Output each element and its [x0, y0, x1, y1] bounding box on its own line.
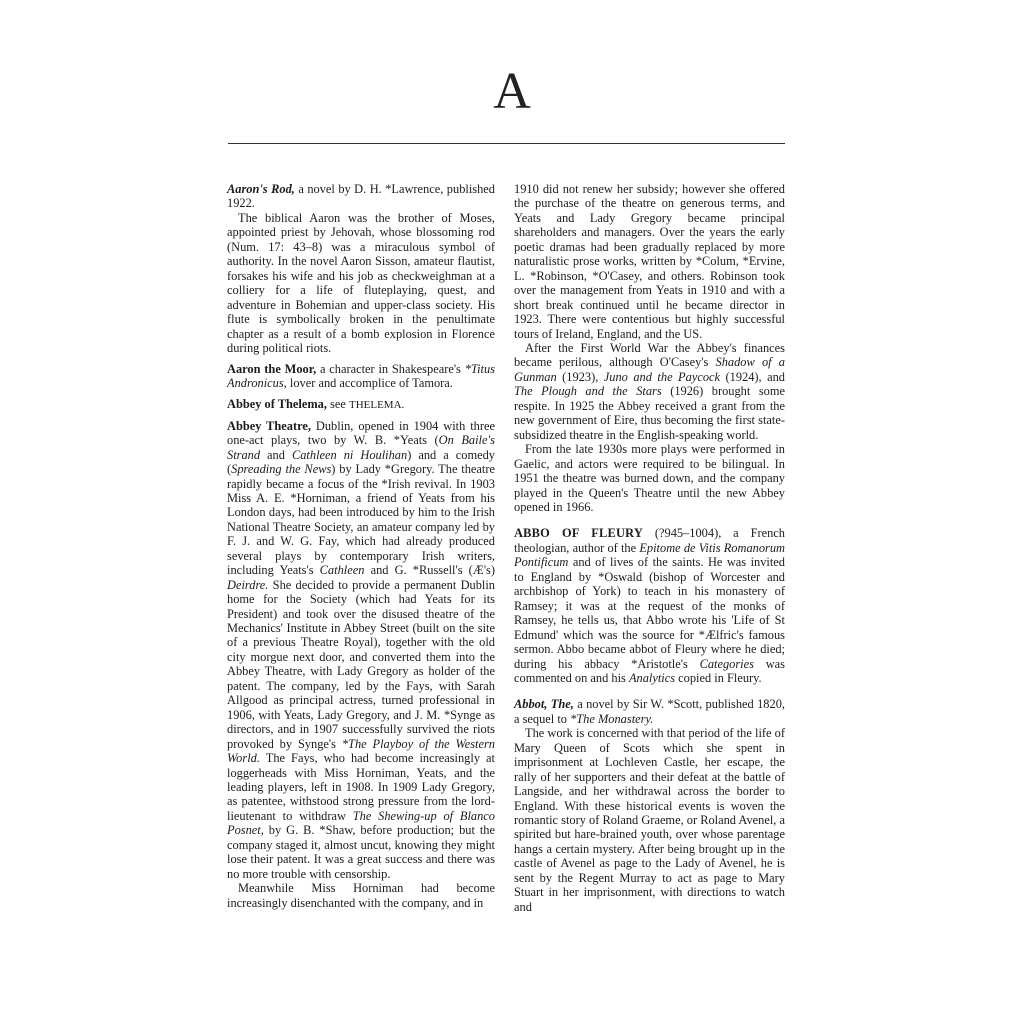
- entry-abbot-the: [514, 697, 785, 914]
- cross-reference: THELEMA.: [348, 398, 405, 411]
- entry-text: 1910 did not renew her subsidy; however she offered the purchase of the theatre on generous terms, and Yeats and Lady Gregory became principal shareholders and managers. Over the years the early poetic dramas had been gradually replaced by more naturalistic prose works, written by *Colum, *Ervine, L. *Robinson, *O'Casey, and others. Robinson took over the management from Yeats in 1910 and with a short break continued until he became director in 1923. There were contentious but highly successful tours of Ireland, England, and the US.: [514, 182, 785, 341]
- entry-text: and: [260, 447, 292, 462]
- entry-abbey-theatre-continued: [514, 182, 785, 514]
- headword: Abbot, The,: [514, 697, 574, 712]
- headword: Aaron's Rod,: [227, 182, 295, 196]
- section-letter: A: [493, 63, 531, 120]
- entry-text: ) and a comedy (: [227, 447, 495, 477]
- entry-text: The Fays, who had become increasingly at loggerheads with Miss Horniman, Yeats, and the leading players, left in 1908. In 1909 Lady Gregory, as patentee, withstood strong pressure from the lord-lieutenant to withdraw: [227, 751, 495, 823]
- entry-text: Meanwhile Miss Horniman had become increasingly disenchanted with the company, and in: [227, 881, 495, 910]
- entry-aarons-rod: [227, 182, 495, 355]
- entry-abbo-of-fleury: [514, 526, 785, 685]
- entry-text: by G. B. *Shaw, before production; but the company staged it, almost uncut, knowing they might lose their patent. It was a great success and there was no more trouble with censorship.: [227, 823, 495, 881]
- entry-text: Dublin, opened in 1904 with three one-act plays, two by W. B. *Yeats (: [227, 418, 495, 448]
- work-title: *The Playboy of the Western World.: [227, 736, 495, 766]
- entry-text: copied in Fleury.: [675, 670, 762, 685]
- work-title: The Shewing-up of Blanco Posnet,: [227, 808, 495, 838]
- entry-text: (1923),: [556, 369, 604, 384]
- work-title: Spreading the News: [231, 462, 332, 477]
- entry-text: (1926) brought some respite. In 1925 the Abbey received a grant from the new government of Eire, thus becoming the first state-subsidized theatre in the English-speaking world.: [514, 384, 785, 442]
- entry-text: see: [330, 396, 346, 411]
- work-title: Deirdre.: [227, 577, 269, 592]
- left-column: [227, 182, 495, 916]
- work-title: Epitome de Vitis Romanorum Pontificum: [514, 540, 786, 570]
- headword: Abbey Theatre,: [227, 418, 311, 433]
- entry-text: From the late 1930s more plays were performed in Gaelic, and actors were required to be bilingual. In 1951 the theatre was burned down, and the company played in the Queen's Theatre until the new Abbey opened in 1966.: [514, 442, 785, 514]
- work-title: Categories: [699, 656, 754, 671]
- header-rule: [228, 143, 785, 144]
- entry-aaron-the-moor: [227, 362, 495, 391]
- entry-text: (1924), and: [720, 369, 786, 384]
- headword: ABBO OF FLEURY: [514, 526, 643, 541]
- entry-text: a character in Shakespeare's: [319, 361, 461, 376]
- right-column: [514, 182, 785, 921]
- entry-text: lover and accomplice of Tamora.: [289, 376, 453, 391]
- work-title: Juno and the Paycock: [603, 369, 721, 384]
- entry-text: a novel by Sir W. *Scott, published 1820, a sequel to: [514, 697, 785, 726]
- entry-text: (?945–1004), a French theologian, author of the: [514, 526, 785, 555]
- work-title: The Plough and the Stars: [514, 384, 662, 399]
- work-title: On Baile's Strand: [227, 433, 495, 462]
- work-title: *The Monastery.: [570, 711, 654, 726]
- work-title: Shadow of a Gunman: [514, 355, 785, 384]
- work-title: Cathleen ni Houlihan: [291, 447, 408, 462]
- entry-abbey-theatre: [227, 419, 495, 910]
- headword: Aaron the Moor,: [227, 361, 317, 376]
- work-title: *Titus Andronicus,: [227, 361, 496, 391]
- entry-text: The biblical Aaron was the brother of Moses, appointed priest by Jehovah, whose blossoming rod (Num. 17: 43–8) was a miraculous symbol of authority. In the novel Aaron Sisson, amateur flautist, forsakes his wife and his job as checkweighman at a colliery for a life of fluteplaying, quest, and adventure in Bohemian and upper-class society. His flute is symbolically broken in the penultimate chapter as a result of a bomb explosion in Florence during political riots.: [227, 210, 495, 355]
- entry-text: ) by Lady *Gregory. The theatre rapidly became a focus of the *Irish revival. In 1903 Miss A. E. *Horniman, a friend of Yeats from his London days, had been introduced by him to the Irish National Theatre Society, an amateur company led by F. J. and W. G. Fay, which had already produced several plays by contemporary Irish writers, including Yeats's: [227, 462, 495, 578]
- entry-text: After the First World War the Abbey's finances became perilous, although O'Casey's: [514, 340, 785, 370]
- entry-text: and G. *Russell's (Æ's): [364, 563, 495, 578]
- entry-text: was commented on and his: [514, 656, 785, 685]
- entry-text: and of lives of the saints. He was invited to England by *Oswald (bishop of Worcester and archbishop of York) to teach in his monastery of Ramsey; it was at the request of the monks of Ramsey, he tells us, that Abbo wrote his 'Life of St Edmund' which was the source for *Ælfric's famous sermon. Abbo became abbot of Fleury where he died; during his abbacy *Aristotle's: [514, 555, 785, 671]
- headword: Abbey of Thelema,: [227, 396, 327, 411]
- entry-text: She decided to provide a permanent Dublin home for the Society (which had Yeats for its President) and took over the disused theatre of the Mechanics' Institute in Abbey Street (built on the site of a previous Theatre Royal), together with the old city morgue next door, and converted them into the Abbey Theatre, with Lady Gregory as holder of the patent. The company, led by the Fays, with Sarah Allgood as principal actress, turned professional in 1906, with Yeats, Lady Gregory, and J. M. *Synge as directors, and in 1907 successfully survived the riots provoked by Synge's: [227, 577, 495, 751]
- work-title: Cathleen: [319, 563, 365, 578]
- entry-text: The work is concerned with that period of the life of Mary Queen of Scots which she spent in imprisonment at Lochleven Castle, her escape, the rally of her supporters and their defeat at the battle of Langside, and her withdrawal across the border to England. With these historical events is woven the romantic story of Roland Graeme, or Roland Avenel, a spirited but hare-brained youth, over whose parentage hangs a certain mystery. After being brought up in the castle of Avenel as page to the Lady of Avenel, he is sent by the Regent Murray to act as page to Mary Stuart in her imprisonment, with directions to watch and: [514, 726, 785, 914]
- work-title: Analytics: [628, 670, 676, 685]
- entry-text: a novel by D. H. *Lawrence, published 1922.: [227, 182, 495, 211]
- entry-abbey-of-thelema: [227, 397, 495, 412]
